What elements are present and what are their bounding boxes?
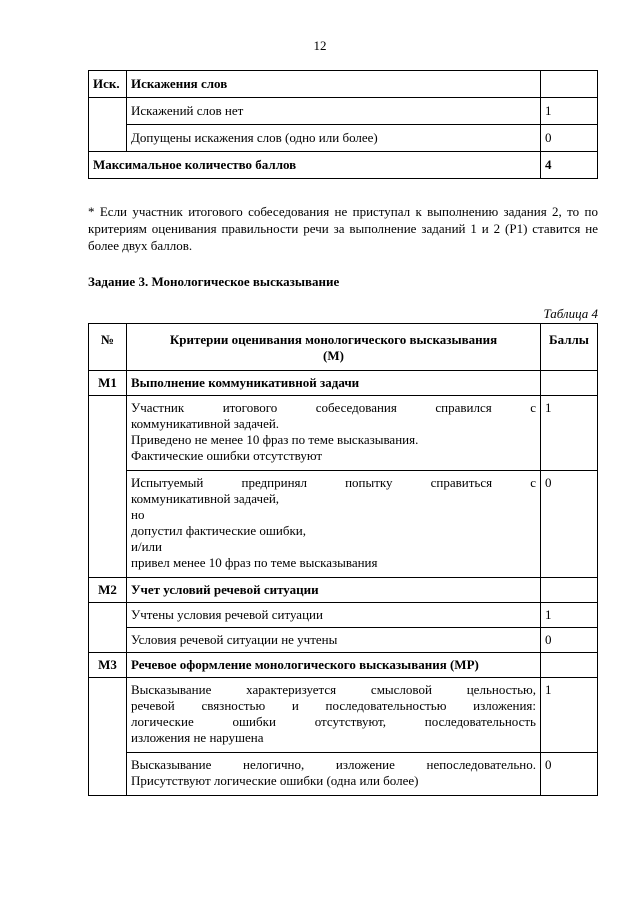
page-number: 12 (313, 38, 327, 53)
max-score-label: Максимальное количество баллов (89, 152, 541, 179)
header-num: № (89, 324, 127, 371)
table-row (89, 678, 598, 753)
section-row-m1 (89, 371, 598, 396)
text-line: логические ошибки отсутствуют, последовательность (131, 714, 536, 729)
criterion-text: Допущены искажения слов (одно или более) (127, 125, 541, 152)
text-line: Присутствуют логические ошибки (одна или более) (131, 773, 419, 788)
text-line: но (131, 507, 145, 522)
table-row (89, 628, 598, 653)
header-criteria-line: Критерии оценивания монологического высказывания (169, 332, 498, 347)
score-cell: 0 (541, 471, 598, 578)
empty-cell (89, 98, 127, 152)
section-code: М1 (89, 371, 127, 396)
empty-cell (89, 678, 127, 796)
criterion-text: Учтены условия речевой ситуации (127, 603, 541, 628)
text-line: изложения не нарушена (131, 730, 264, 745)
section-code: Иск. (89, 71, 127, 98)
section-row-m3 (89, 653, 598, 678)
score-cell (541, 371, 598, 396)
section-title: Выполнение коммуникативной задачи (127, 371, 541, 396)
criterion-text: Условия речевой ситуации не учтены (127, 628, 541, 653)
score-cell: 1 (541, 678, 598, 753)
max-score-value: 4 (541, 152, 598, 179)
criterion-text: Искажений слов нет (127, 98, 541, 125)
criterion-text (127, 678, 541, 753)
score-cell (541, 71, 598, 98)
text-line: Участник итогового собеседования справился с (131, 400, 536, 415)
text-line: коммуникативной задачей. (131, 416, 280, 431)
text-line: Приведено не менее 10 фраз по теме высказывания. (131, 432, 419, 447)
table-row (89, 471, 598, 578)
text-line: Высказывание нелогично, изложение непоследовательно. (131, 757, 536, 772)
text-line: коммуникативной задачей, (131, 491, 280, 506)
criterion-text (127, 471, 541, 578)
table-row (89, 396, 598, 471)
header-criteria (127, 324, 541, 371)
text-line: допустил фактические ошибки, (131, 523, 306, 538)
text-line: речевой связностью и последовательностью изложения: (131, 698, 536, 713)
table-caption: Таблица 4 (543, 306, 598, 321)
section-title: Искажения слов (127, 71, 541, 98)
score-cell: 1 (541, 396, 598, 471)
text-line: привел менее 10 фраз по теме высказывания (131, 555, 378, 570)
footnote: * Если участник итогового собеседования не приступал к выполнению задания 2, то по критериям оценивания правильности речи за выполнение заданий 1 и 2 (Р1) ставится не более двух баллов. (88, 204, 598, 253)
score-cell (541, 653, 598, 678)
section-code: М2 (89, 578, 127, 603)
text-line: и/или (131, 539, 162, 554)
score-cell: 0 (541, 125, 598, 152)
monologue-criteria-table (88, 323, 598, 796)
score-cell: 0 (541, 628, 598, 653)
score-cell (541, 578, 598, 603)
table-row (89, 71, 598, 98)
score-cell: 1 (541, 98, 598, 125)
table-row (89, 603, 598, 628)
task-title: Задание 3. Монологическое высказывание (88, 274, 340, 289)
table-row (89, 753, 598, 796)
score-cell: 1 (541, 603, 598, 628)
distortion-table (88, 70, 598, 179)
table-row (89, 152, 598, 179)
section-row-m2 (89, 578, 598, 603)
table-header-row (89, 324, 598, 371)
header-score: Баллы (541, 324, 598, 371)
criterion-text (127, 753, 541, 796)
score-cell: 0 (541, 753, 598, 796)
text-line: Фактические ошибки отсутствуют (131, 448, 323, 463)
criterion-text (127, 396, 541, 471)
text-line: Испытуемый предпринял попытку справиться с (131, 475, 536, 490)
table-row (89, 98, 598, 125)
text-line: Высказывание характеризуется смысловой цельностью, (131, 682, 536, 697)
section-title: Речевое оформление монологического высказывания (МР) (127, 653, 541, 678)
empty-cell (89, 396, 127, 578)
section-code: М3 (89, 653, 127, 678)
empty-cell (89, 603, 127, 653)
header-criteria-line: (М) (323, 348, 344, 363)
section-title: Учет условий речевой ситуации (127, 578, 541, 603)
table-row (89, 125, 598, 152)
